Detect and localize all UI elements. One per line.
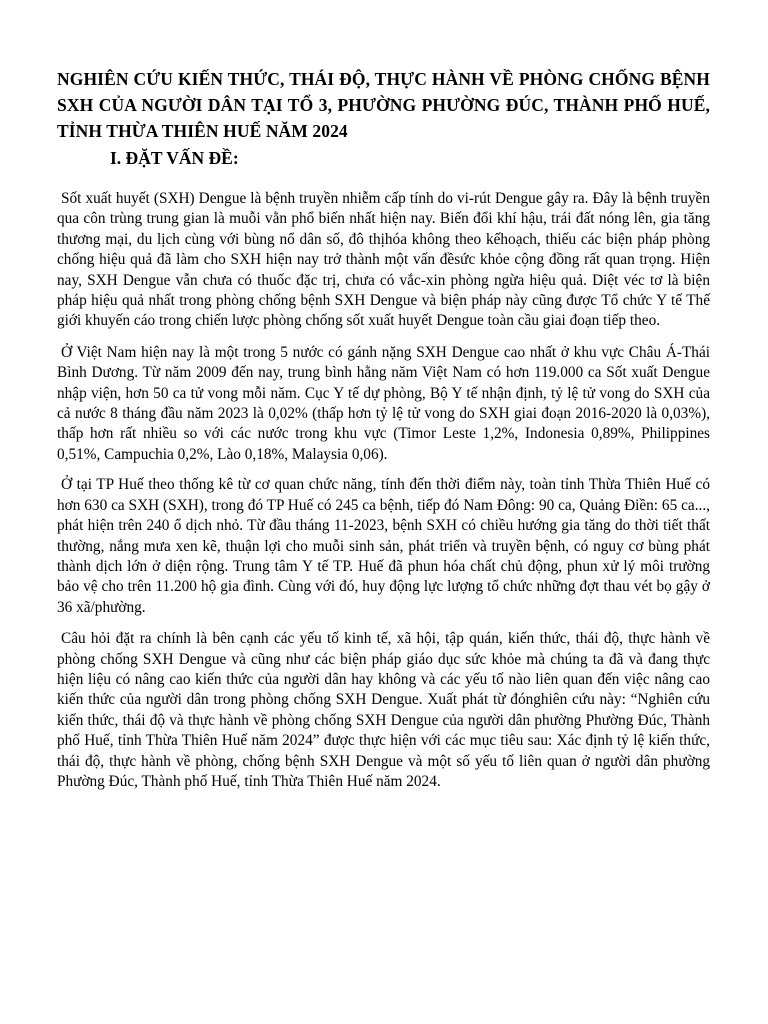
document-title: NGHIÊN CỨU KIẾN THỨC, THÁI ĐỘ, THỰC HÀNH VỀ PHÒNG CHỐNG BỆNH SXH CỦA NGƯỜI DÂN TẠI TỔ 3, PHƯỜNG PHƯỜNG ĐÚC, THÀNH PHỐ HUẾ, TỈNH THỪA THIÊN HUẾ NĂM 2024 xyxy=(57,69,710,141)
paragraph-intro: Sốt xuất huyết (SXH) Dengue là bệnh truyền nhiễm cấp tính do vi-rút Dengue gây ra. Đây là bệnh truyền qua côn trùng trung gian là muỗi vằn phổ biến nhất hiện nay. Biến đổi khí hậu, trái đất nóng lên, gia tăng thương mại, du lịch cùng với bùng nổ dân số, đô thịhóa không theo kếhoạch, thiếu các biện pháp phòng chống hiệu quả đã làm cho SXH hiện nay trở thành một vấn đềsức khỏe cộng đồng rất quan trọng. Hiện nay, SXH Dengue vẫn chưa có thuốc đặc trị, chưa có vắc-xin phòng ngừa hiệu quả. Diệt véc tơ là biện pháp hiệu quả nhất trong phòng chống bệnh SXH Dengue và biện pháp này cũng được Tổ chức Y tế Thế giới khuyến cáo trong chiến lược phòng chống sốt xuất huyết Dengue toàn cầu giai đoạn tiếp theo. xyxy=(57,190,710,330)
paragraph-research-question: Câu hỏi đặt ra chính là bên cạnh các yếu tố kinh tế, xã hội, tập quán, kiến thức, thái độ, thực hành về phòng chống SXH Dengue và cũng như các biện pháp giáo dục sức khỏe mà chúng ta đã và đang thực hiện liệu có nâng cao kiến thức của người dân hay không và các yếu tố nào liên quan đến việc nâng cao kiến thức của người dân trong phòng chống SXH Dengue. Xuất phát từ đónghiên cứu này: “Nghiên cứu kiến thức, thái độ và thực hành về phòng chống SXH Dengue của người dân phường Phường Đúc, Thành phố Huế, tỉnh Thừa Thiên Huế năm 2024” được thực hiện với các mục tiêu sau: Xác định tỷ lệ kiến thức, thái độ, thực hành về phòng, chống bệnh SXH Dengue và một số yếu tố liên quan ở người dân phường Phường Đúc, Thành phố Huế, tỉnh Thừa Thiên Huế năm 2024. xyxy=(57,630,710,790)
paragraph-hue: Ở tại TP Huế theo thống kê từ cơ quan chức năng, tính đến thời điểm này, toàn tỉnh Thừa Thiên Huế có hơn 630 ca SXH (SXH), trong đó TP Huế có 245 ca bệnh, tiếp đó Nam Đông: 90 ca, Quảng Điền: 65 ca..., phát hiện trên 240 ổ dịch nhỏ. Từ đầu tháng 11-2023, bệnh SXH có chiều hướng gia tăng do thời tiết thất thường, nắng mưa xen kẽ, thuận lợi cho muỗi sinh sản, phát triển và truyền bệnh, có nguy cơ bùng phát thành dịch lớn ở diện rộng. Trung tâm Y tế TP. Huế đã phun hóa chất chủ động, phun xử lý môi trường bảo vệ cho trên 11.200 hộ gia đình. Cùng với đó, huy động lực lượng tổ chức những đợt thau vét bọ gậy ở 36 xã/phường. xyxy=(57,476,710,616)
section-heading: I. ĐẶT VẤN ĐỀ: xyxy=(110,148,239,168)
paragraph-vietnam: Ở Việt Nam hiện nay là một trong 5 nước có gánh nặng SXH Dengue cao nhất ở khu vực Châu Á-Thái Bình Dương. Từ năm 2009 đến nay, trung bình hằng năm Việt Nam có hơn 119.000 ca Sốt xuất Dengue nhập viện, hơn 50 ca tử vong mỗi năm. Cục Y tế dự phòng, Bộ Y tế nhận định, tỷ lệ tử vong do SXH của cả nước 8 tháng đầu năm 2023 là 0,02% (thấp hơn tỷ lệ tử vong do SXH giai đoạn 2016-2020 là 0,03%), thấp hơn rất nhiều so với các nước trong khu vực (Timor Leste 1,2%, Indonesia 0,89%, Philippines 0,51%, Campuchia 0,2%, Lào 0,18%, Malaysia 0,06). xyxy=(57,343,710,463)
